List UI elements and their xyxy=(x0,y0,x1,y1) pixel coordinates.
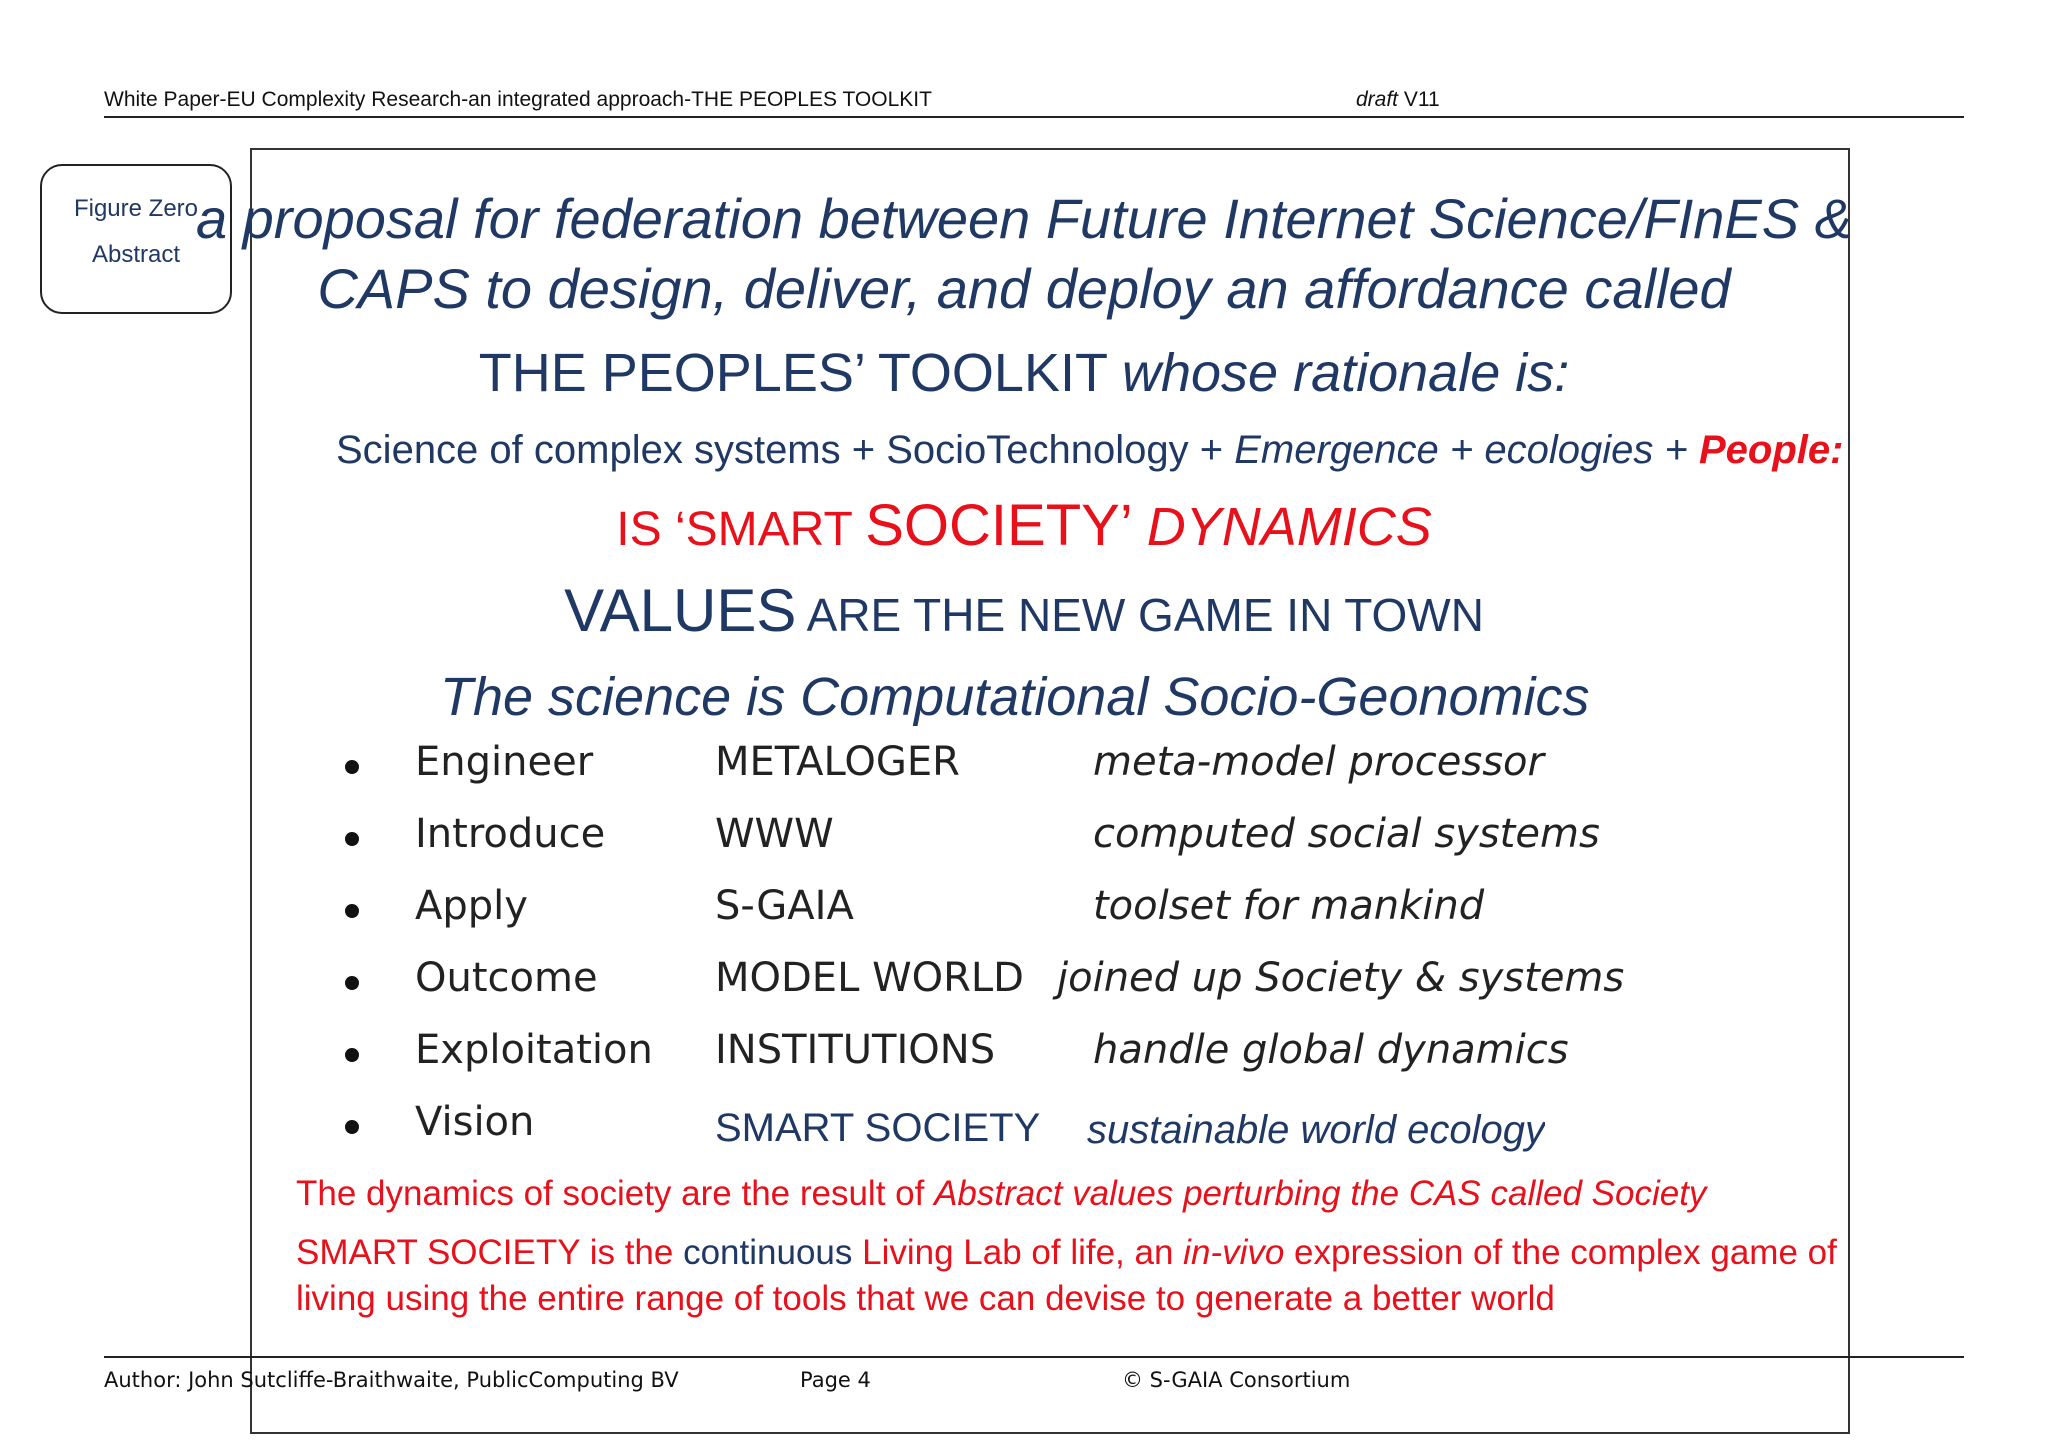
headline-line1: a proposal for federation between Future Internet Science/FInES & xyxy=(195,187,1853,250)
bullet-dot xyxy=(345,904,359,918)
dynamics-italic: Abstract values perturbing the CAS called Society xyxy=(934,1174,1707,1213)
list-item xyxy=(345,1022,1745,1094)
bullet-dot xyxy=(345,1120,359,1134)
formula-people: People: xyxy=(1698,428,1844,472)
page-header xyxy=(104,86,1964,118)
list-item xyxy=(345,1094,1745,1166)
bullet-desc: meta-model processor xyxy=(1093,739,1544,785)
bullet-action: Exploitation xyxy=(415,1027,653,1073)
footer-copyright: © S-GAIA Consortium xyxy=(1122,1368,1351,1392)
toolkit-title: THE PEOPLES’ TOOLKIT xyxy=(478,343,1122,394)
bullet-name: WWW xyxy=(715,811,834,857)
living-lab-paragraph xyxy=(296,1230,1856,1322)
bullet-name: S-GAIA xyxy=(715,883,854,929)
living-lab-b: continuous xyxy=(683,1233,863,1272)
formula-italic: Emergence + ecologies + xyxy=(1234,428,1699,472)
headline-line3 xyxy=(0,340,2048,394)
rationale-label: whose rationale is: xyxy=(1121,343,1570,394)
bullet-desc: sustainable world ecology xyxy=(1087,1108,1546,1152)
living-lab-e: expression of the complex game of living using the entire range of tools that we can devise to generate a better world xyxy=(296,1233,1837,1318)
bullet-desc: joined up Society & systems xyxy=(1057,955,1625,1001)
smart-society-line xyxy=(0,493,2048,560)
bullet-desc: toolset for mankind xyxy=(1093,883,1485,929)
draft-version xyxy=(1356,88,1440,112)
bullet-dot xyxy=(345,1048,359,1062)
formula-main: Science of complex systems + SocioTechnology + xyxy=(336,428,1235,472)
bullet-action: Introduce xyxy=(415,811,606,857)
bullet-name: INSTITUTIONS xyxy=(715,1027,996,1073)
footer-page-number: Page 4 xyxy=(800,1368,871,1392)
figure-label-line1: Figure Zero xyxy=(73,195,199,222)
bullet-action: Engineer xyxy=(415,739,594,785)
draft-label: draft xyxy=(1356,88,1399,111)
living-lab-d: in-vivo xyxy=(1183,1233,1285,1272)
bullet-desc: computed social systems xyxy=(1093,811,1600,857)
formula-line xyxy=(336,424,1843,476)
figure-label-line2: Abstract xyxy=(91,241,181,268)
bullet-name: MODEL WORLD xyxy=(715,955,1024,1001)
bullet-name: METALOGER xyxy=(715,739,960,785)
living-lab-a: SMART SOCIETY is the xyxy=(296,1233,684,1272)
footer-author: Author: John Sutcliffe-Braithwaite, PublicComputing BV xyxy=(104,1368,679,1392)
values-rest: ARE THE NEW GAME IN TOWN xyxy=(796,589,1484,641)
dynamics-text: The dynamics of society are the result of xyxy=(296,1174,935,1213)
bullet-action: Vision xyxy=(415,1099,535,1145)
dynamics-paragraph xyxy=(296,1170,1706,1218)
list-item xyxy=(345,878,1745,950)
bullet-dot xyxy=(345,832,359,846)
headline-line2: CAPS to design, deliver, and deploy an affordance called xyxy=(317,257,1731,320)
smart-society-c: DYNAMICS xyxy=(1146,497,1432,557)
science-line: The science is Computational Socio-Geonomics xyxy=(440,667,1590,727)
page-footer xyxy=(104,1356,1964,1398)
bullet-name: SMART SOCIETY xyxy=(715,1106,1041,1150)
bullet-dot xyxy=(345,976,359,990)
bullet-action: Apply xyxy=(415,883,528,929)
list-item xyxy=(345,950,1745,1022)
bullet-dot xyxy=(345,760,359,774)
values-line xyxy=(0,578,2048,648)
list-item xyxy=(345,734,1745,806)
list-item xyxy=(345,806,1745,878)
smart-society-a: IS ‘SMART xyxy=(616,503,866,556)
version-label: V11 xyxy=(1398,88,1440,111)
smart-society-b: SOCIETY’ xyxy=(865,493,1147,558)
bullet-list xyxy=(345,734,1745,1166)
document-title: White Paper-EU Complexity Research-an integrated approach-THE PEOPLES TOOLKIT xyxy=(104,88,932,111)
bullet-action: Outcome xyxy=(415,955,598,1001)
living-lab-c: Living Lab of life, an xyxy=(862,1233,1184,1272)
values-word: VALUES xyxy=(564,577,797,644)
bullet-desc: handle global dynamics xyxy=(1093,1027,1569,1073)
